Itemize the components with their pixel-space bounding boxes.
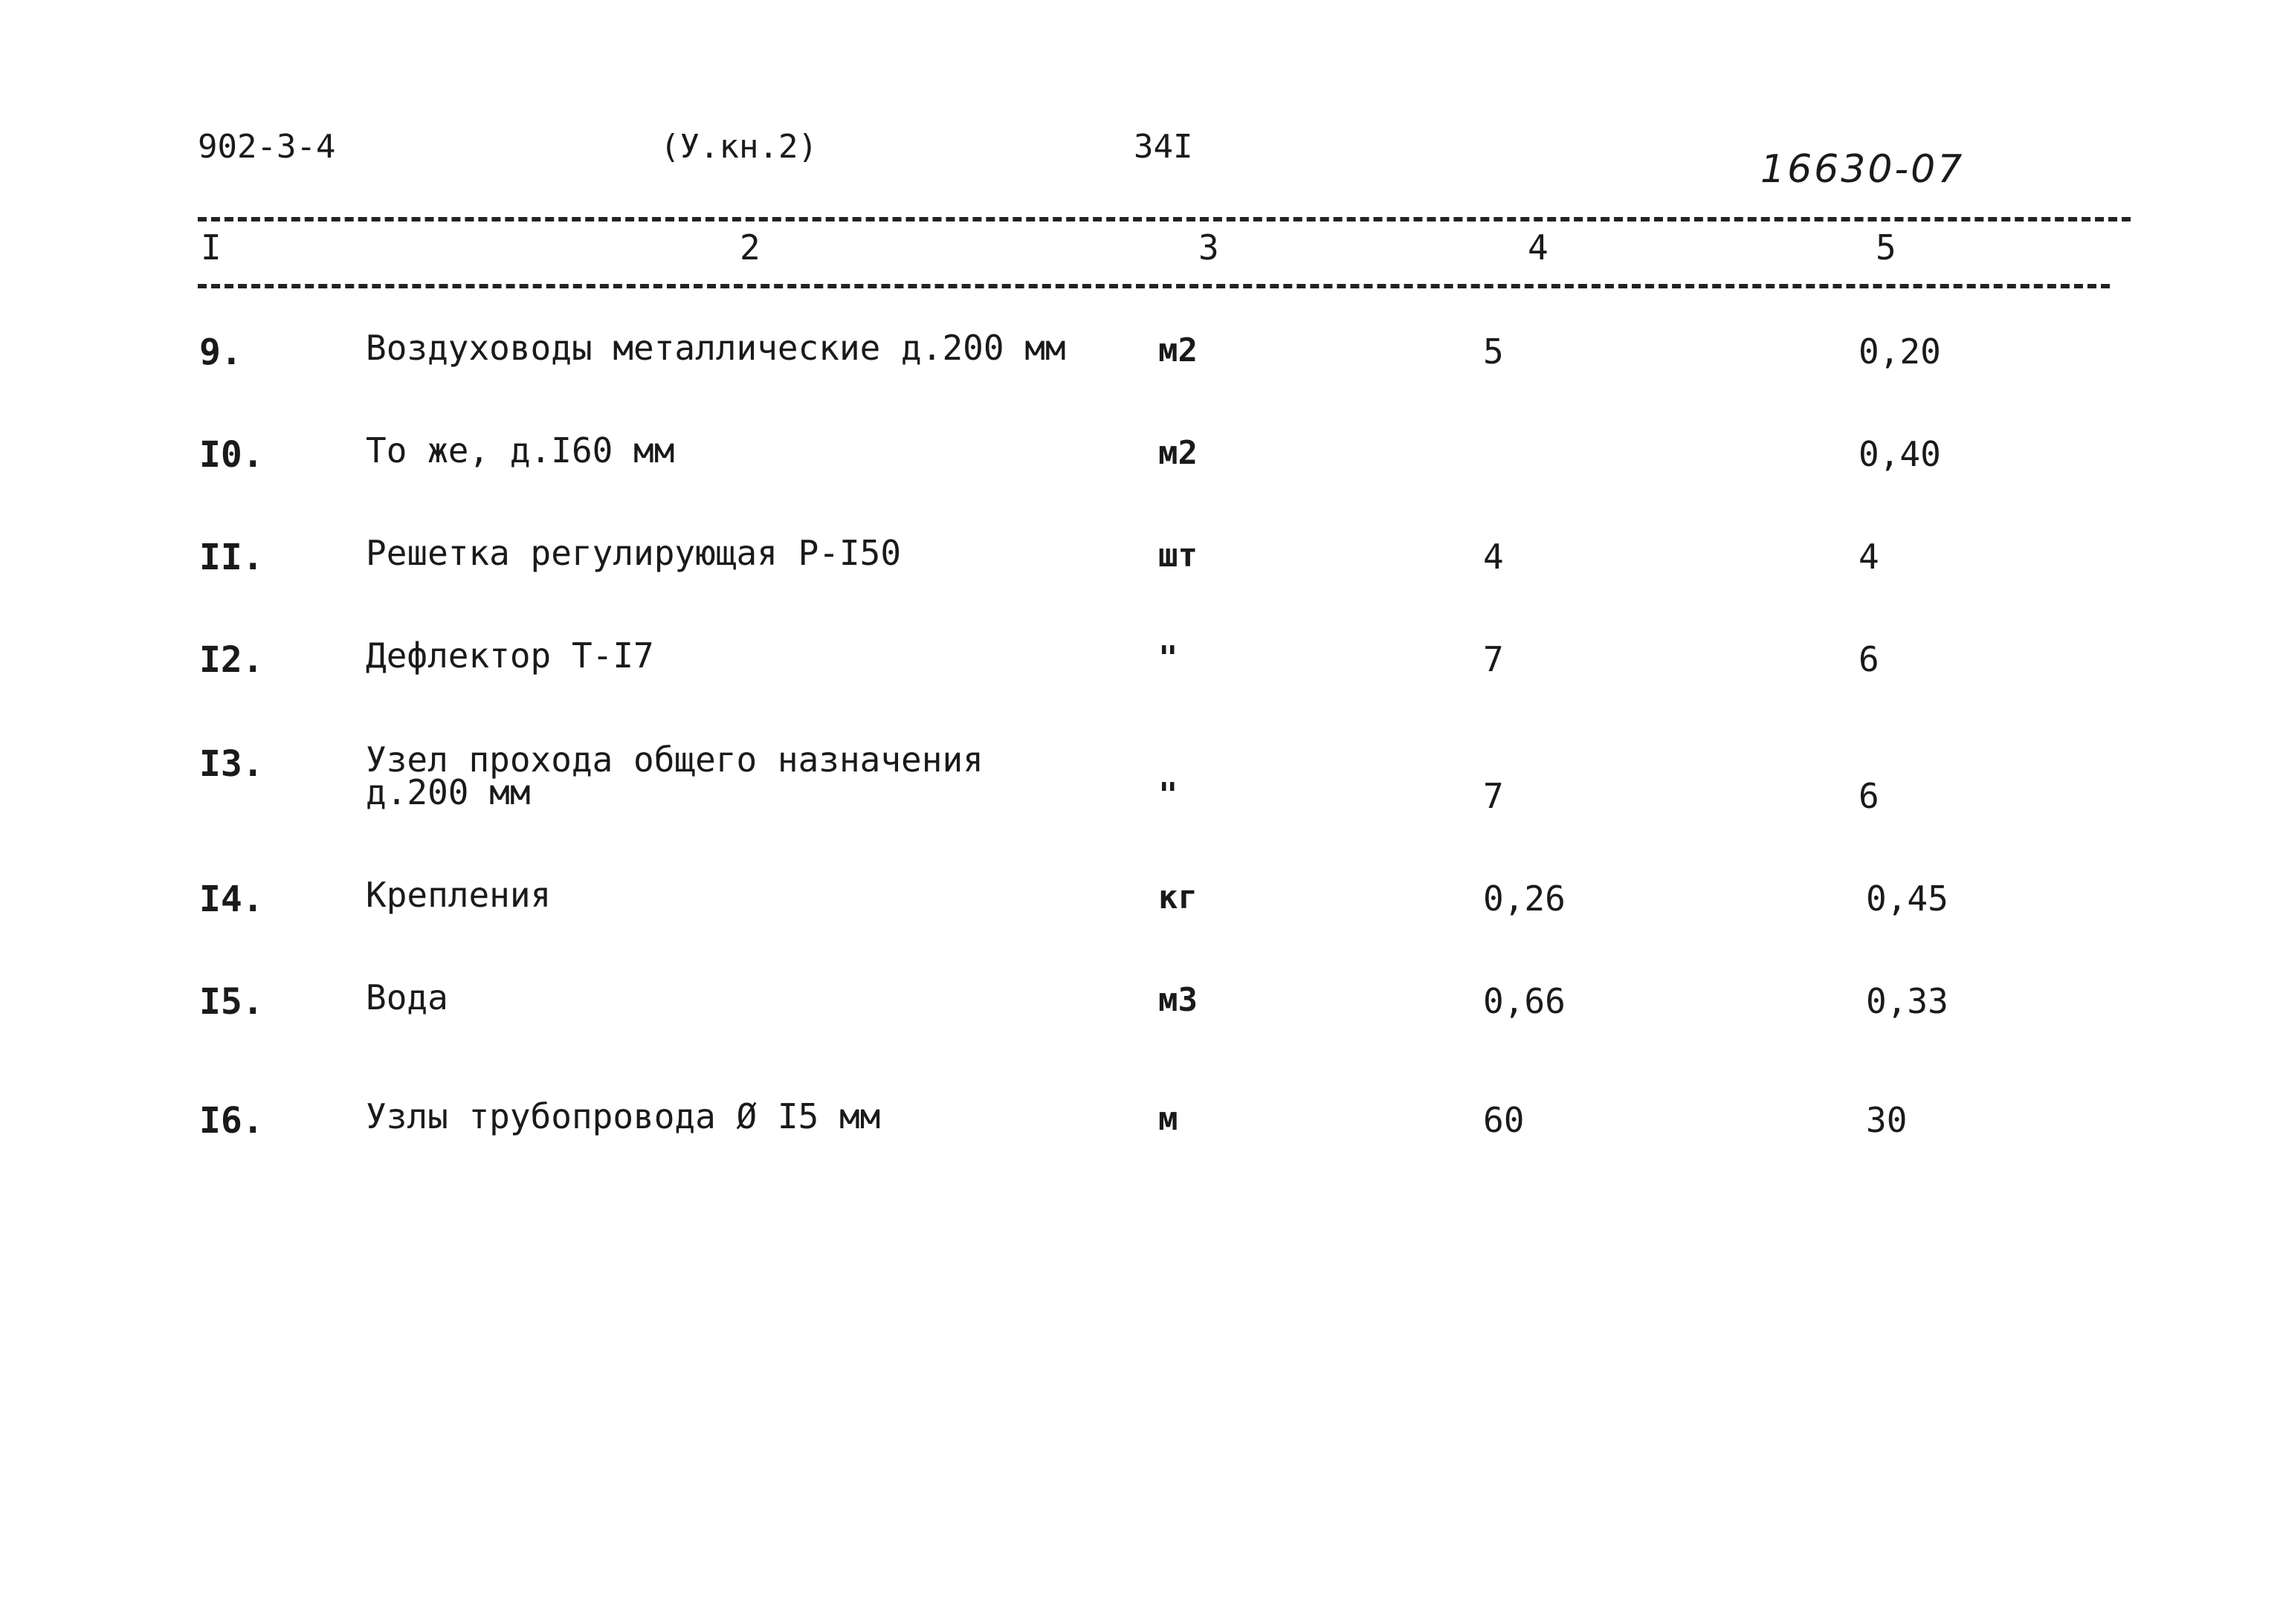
row-value-col5: 0,33 [1866, 981, 1948, 1021]
row-value-col5: 6 [1859, 639, 1879, 679]
row-unit: кг [1158, 879, 1198, 916]
row-number: I0. [199, 434, 264, 476]
table-header-rule [198, 284, 2110, 288]
row-unit: шт [1158, 537, 1198, 575]
row-number: II. [199, 537, 264, 578]
row-value-col4: 7 [1483, 639, 1504, 679]
row-unit: м2 [1158, 434, 1198, 472]
row-name-line-2: д.200 мм [366, 772, 531, 812]
row-name: Дефлектор Т-I7 [366, 635, 654, 676]
row-value-col4: 5 [1483, 331, 1504, 372]
column-number-1: I [201, 227, 222, 268]
row-value-col4: 0,66 [1483, 981, 1566, 1021]
row-value-col5: 0,40 [1859, 434, 1941, 474]
row-value-col5: 6 [1859, 776, 1879, 816]
column-number-4: 4 [1528, 227, 1549, 268]
document-series-code: 902-3-4 [198, 128, 336, 166]
row-number: I6. [199, 1100, 264, 1142]
row-name-line-1: Узел прохода общего назначения [366, 740, 984, 780]
row-unit: м [1158, 1100, 1178, 1138]
row-name: Воздуховоды металлические д.200 мм [366, 328, 1066, 368]
row-unit: м2 [1158, 331, 1198, 369]
row-value-col4: 60 [1483, 1100, 1525, 1140]
row-number: I4. [199, 879, 264, 920]
row-value-col5: 30 [1866, 1100, 1908, 1140]
row-name [366, 740, 984, 812]
row-value-col4: 4 [1483, 537, 1504, 577]
row-value-col5: 4 [1859, 537, 1879, 577]
row-number: I2. [199, 639, 264, 681]
row-name: Узлы трубопровода Ø I5 мм [366, 1096, 881, 1136]
volume-label: (У.кн.2) [660, 128, 818, 166]
row-value-col5: 0,45 [1866, 879, 1948, 919]
row-unit: м3 [1158, 981, 1198, 1019]
row-name: Крепления [366, 875, 552, 915]
registration-stamp-number: 16630-07 [1760, 147, 1965, 192]
row-name: То же, д.I60 мм [366, 430, 675, 470]
row-unit: " [1158, 639, 1178, 677]
column-number-2: 2 [740, 227, 761, 268]
row-unit: " [1158, 776, 1178, 814]
page-number: 34I [1134, 128, 1193, 166]
table-top-rule [198, 217, 2131, 221]
row-value-col5: 0,20 [1859, 331, 1941, 372]
row-name: Вода [366, 977, 448, 1018]
row-value-col4: 0,26 [1483, 879, 1566, 919]
row-number: I5. [199, 981, 264, 1023]
row-number: 9. [199, 331, 242, 373]
row-name: Решетка регулирующая Р-I50 [366, 533, 902, 573]
row-number: I3. [199, 743, 264, 785]
row-value-col4: 7 [1483, 776, 1504, 816]
column-number-3: 3 [1198, 227, 1219, 268]
column-number-5: 5 [1876, 227, 1896, 268]
